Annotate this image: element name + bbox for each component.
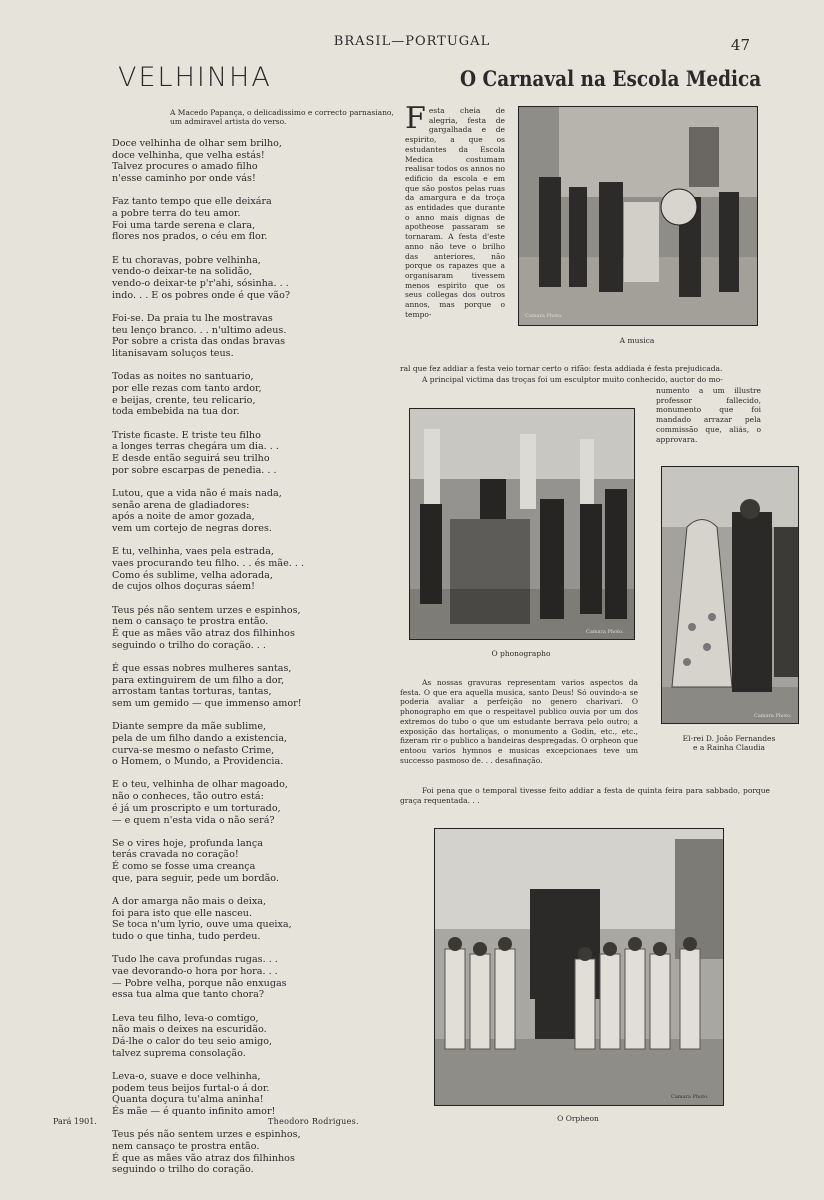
poem-line: para extinguirem de um filho a dor, [112, 674, 285, 686]
photo-musica-credit: Camara Photo. [525, 313, 563, 319]
poem-line: não o conheces, tão outro está: [112, 791, 264, 803]
poem-line: após a noite de amor gozada, [112, 511, 255, 523]
poem-line: de cujos olhos doçuras sáem! [112, 581, 255, 593]
poem-line: flores nos prados, o céu em flor. [112, 231, 268, 243]
poem-line: doce velhinha, que velha estás! [112, 149, 265, 161]
poem-line: e beijas, crente, teu relicario, [112, 394, 256, 406]
poem-stanza [112, 1071, 412, 1118]
poem-line: teu lenço branco. . . n'ultimo adeus. [112, 324, 287, 336]
poem-stanza [112, 430, 412, 477]
caption-elrei-line1: El-rei D. João Fernandes [682, 734, 776, 743]
poem-line: senão arena de gladiadores: [112, 499, 250, 511]
poem-line: a pobre terra do teu amor. [112, 208, 241, 220]
poem-line: Talvez procures o amado filho [112, 161, 258, 173]
photo-elrei-credit: Camara Photo. [754, 713, 792, 719]
photo-musica [518, 106, 758, 326]
poem-line: não mais o deixes na escuridão. [112, 1024, 267, 1036]
poem-line: n'esse caminho por onde vás! [112, 173, 256, 185]
poem-line: litanisavam soluços teus. [112, 348, 234, 360]
poem-stanza [112, 138, 412, 185]
poem-line: É que essas nobres mulheres santas, [112, 662, 292, 674]
article-line-b: A principal victima das troças foi um esculptor muito conhecido, auctor do mo- [422, 375, 723, 384]
poem-stanza [112, 954, 412, 1001]
poem-stanza [112, 255, 412, 302]
article-title: O Carnaval na Escola Medica [460, 66, 762, 91]
poem-place-date: Pará 1901. [53, 1117, 97, 1126]
poem-line: Lutou, que a vida não é mais nada, [112, 487, 282, 499]
article-line-a: ral que fez addiar a festa veio tornar certo o rifão: festa addiada é festa prejudicada. [400, 364, 723, 373]
poem-line: vaes procurando teu filho. . . és mãe. . . [112, 557, 305, 569]
poem-line: por elle rezas com tanto ardor, [112, 382, 262, 394]
article-para-2: As nossas gravuras representam varios aspectos da festa. O que era aquella musica, santo Deus! Só ouvindo-a se poderia avaliar a perfeição no genero charivari. O phonographo em que o respeitavel publico ouvia por um dos extremos do tubo o que um estudante berrava pelo outro; a exposição das hortaliças, o monumento a Godin, etc., etc., fizeram rir o publico a bandeiras despregadas. O orpheon que entoou varios hymnos e musicas excepcionaes teve um successo pasmoso de. . . desafinação. [400, 678, 638, 765]
poem-line: Foi-se. Da praia tu lhe mostravas [112, 312, 273, 324]
poem-line: tudo o que tinha, tudo perdeu. [112, 931, 261, 943]
poem-line: Leva-o, suave e doce velhinha, [112, 1071, 261, 1082]
poem-line: curva-se mesmo o nefasto Crime, [112, 744, 275, 756]
article-col1-text: esta cheia de alegria, festa de gargalhada e de espirito, a que os estudantes da Escola Medica costumam realisar todos os annos no edificio da escola e em que são postos pelas ruas da amargura e da troça as entidades que durante o anno mais dignas de apotheose passaram se tornaram. A festa d'este anno não teve o brilho das anteriores, não porque os rapazes que a organisaram tivessem menos espirito que os seus collegas dos outros annos, mas porque o tempo- [405, 106, 505, 319]
poem-line: que, para seguir, pede um bordão. [112, 872, 279, 884]
poem-stanza [112, 838, 412, 885]
poem-line: És mãe — é quanto infinito amor! [112, 1106, 276, 1118]
article-para-3: Foi pena que o temporal tivesse feito addiar a festa de quinta feira para sabbado, porque graça requentada. . . [400, 786, 770, 805]
poem-line: Por sobre a crista das ondas bravas [112, 336, 286, 348]
caption-elrei-line2: e a Rainha Claudia [693, 743, 765, 752]
poem-line: nem cansaço te prostra então. [112, 1141, 260, 1153]
poem-line: Foi uma tarde serena e clara, [112, 219, 256, 231]
poem-line: Teus pés não sentem urzes e espinhos, [112, 1129, 301, 1141]
poem-line: toda embebida na tua dor. [112, 406, 240, 418]
photo-phonographo-credit: Camara Photo. [586, 629, 624, 635]
poem-line: vendo-o deixar-te na solidão, [112, 266, 253, 278]
poem-line: Tudo lhe cava profundas rugas. . . [112, 954, 278, 966]
poem-line: Se o vires hoje, profunda lança [112, 837, 263, 849]
article-col-right: numento a um illustre professor fallecido, monumento que foi mandado arrazar pela commissão que, aliás, o approvara. [656, 386, 761, 444]
poem-stanza [112, 196, 412, 243]
poem-line: talvez suprema consolação. [112, 1047, 246, 1059]
poem-stanza [112, 779, 412, 826]
page-number: 47 [730, 36, 750, 54]
poem-stanza [112, 663, 412, 710]
poem-stanza [112, 1129, 412, 1176]
poem-line: foi para isto que elle nasceu. [112, 907, 253, 919]
poem-line: Doce velhinha de olhar sem brilho, [112, 138, 282, 149]
poem-line: E tu choravas, pobre velhinha, [112, 254, 261, 266]
poem-line: vem um cortejo de negras dores. [112, 522, 272, 534]
poem-stanza [112, 488, 412, 535]
poem-line: terás cravada no coração! [112, 849, 239, 861]
photo-orpheon [434, 828, 724, 1106]
poem-line: a longes terras chegára um dia. . . [112, 441, 279, 453]
poem-line: Quanta doçura tu'alma aninha! [112, 1094, 264, 1106]
page-header: BRASIL—PORTUGAL [333, 34, 491, 49]
poem-line: Faz tanto tempo que elle deixára [112, 196, 272, 208]
poem-line: podem teus beijos furtal-o á dor. [112, 1082, 270, 1094]
poem-body [112, 138, 412, 1188]
poem-line: Diante sempre da mãe sublime, [112, 721, 267, 733]
poem-line: é já um proscripto e um torturado, [112, 802, 281, 814]
caption-orpheon: O Orpheon [557, 1114, 599, 1123]
poem-line: — Pobre velha, porque não enxugas [112, 977, 287, 989]
poem-line: por sobre escarpas de penedia. . . [112, 464, 277, 476]
poem-author: Theodoro Rodrigues. [268, 1117, 359, 1126]
poem-line: seguindo o trilho do coração. [112, 1164, 254, 1176]
poem-stanza [112, 721, 412, 768]
poem-line: E desde então seguirá seu trilho [112, 452, 270, 464]
poem-line: Teus pés não sentem urzes e espinhos, [112, 604, 301, 616]
photo-orpheon-credit: Camara Photo. [671, 1094, 709, 1100]
poem-stanza [112, 546, 412, 593]
poem-line: E tu, velhinha, vaes pela estrada, [112, 546, 274, 558]
poem-line: nem o cansaço te prostra então. [112, 616, 269, 628]
photo-phonographo [409, 408, 635, 640]
poem-line: Leva teu filho, leva-o comtigo, [112, 1012, 259, 1024]
poem-line: É que as mães vão atraz dos filhinhos [112, 627, 295, 639]
poem-line: seguindo o trilho do coração. . . [112, 639, 266, 651]
poem-line: Se toca n'um lyrio, ouve uma queixa, [112, 919, 292, 931]
poem-line: pela de um filho dando a existencia, [112, 732, 288, 744]
poem-stanza [112, 371, 412, 418]
poem-line: E o teu, velhinha de olhar magoado, [112, 779, 288, 791]
poem-line: É como se fosse uma creança [112, 861, 256, 873]
poem-line: sem um gemido — que immenso amor! [112, 697, 302, 709]
poem-line: Todas as noites no santuario, [112, 371, 254, 383]
photo-elrei [661, 466, 799, 724]
poem-stanza [112, 896, 412, 943]
caption-phonographo: O phonographo [491, 649, 551, 658]
poem-line: o Homem, o Mundo, a Providencia. [112, 756, 284, 768]
poem-line: Triste ficaste. E triste teu filho [112, 429, 261, 441]
poem-stanza [112, 313, 412, 360]
poem-line: Como és sublime, velha adorada, [112, 569, 273, 581]
poem-line: vendo-o deixar-te p'r'ahi, sósinha. . . [112, 278, 289, 290]
poem-line: vae devorando-o hora por hora. . . [112, 966, 278, 978]
caption-elrei [661, 734, 797, 752]
poem-line: A dor amarga não mais o deixa, [112, 896, 267, 908]
poem-line: essa tua alma que tanto chora? [112, 989, 265, 1001]
poem-stanza [112, 605, 412, 652]
poem-dedication: A Macedo Papança, o delicadissimo e correcto parnasiano, um admiravel artista do verso. [170, 108, 394, 126]
poem-line: indo. . . E os pobres onde é que vão? [112, 289, 291, 301]
article-dropcap: F [405, 101, 426, 136]
poem-line: — e quem n'esta vida o não será? [112, 814, 275, 826]
poem-line: É que as mães vão atraz dos filhinhos [112, 1152, 295, 1164]
caption-musica: A musica [619, 336, 655, 345]
poem-line: arrostam tantas torturas, tantas, [112, 686, 272, 698]
article-column-1 [405, 101, 505, 319]
poem-line: Dá-lhe o calor do teu seio amigo, [112, 1036, 273, 1048]
poem-stanza [112, 1013, 412, 1060]
poem-title: VELHINHA [118, 62, 272, 93]
